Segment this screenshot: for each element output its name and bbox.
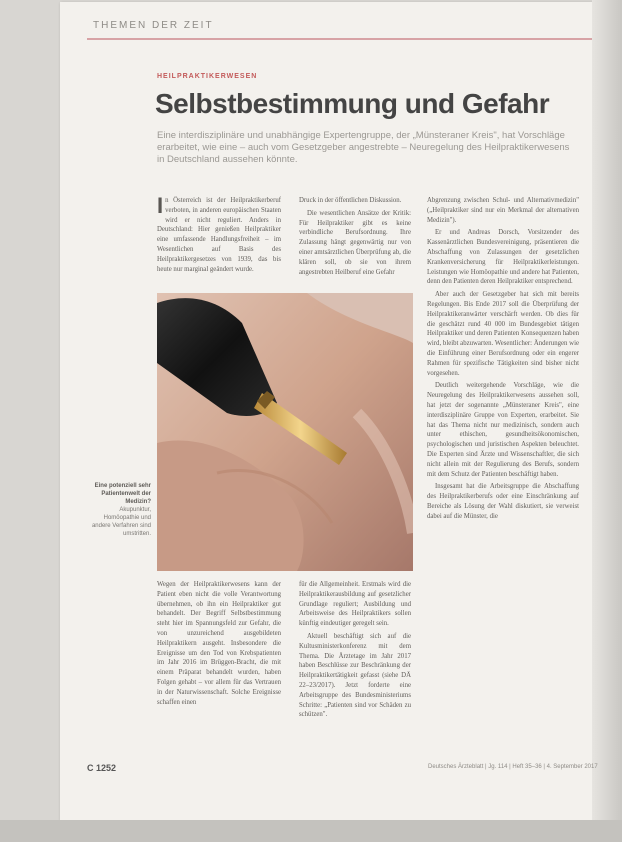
scan-bottom-margin	[0, 820, 622, 842]
body-column-2-top	[299, 196, 411, 292]
photo-caption	[85, 482, 151, 538]
article-photo	[157, 293, 413, 571]
body-paragraph: Insgesamt hat die Arbeitsgruppe die Abschaffung des Heilpraktikerberufs oder eine Einschränkung auf Bereiche als Lösung der Wahl diskutiert, sie verweist dabei auf die Münster, die	[427, 483, 579, 520]
body-paragraph: Aber auch der Gesetzgeber hat sich mit bereits Regelungen. Bis Ende 2017 soll die Überprüfung der Heilpraktikeranwärter verschärft werden. Ob dies für die geschätzt rund 40 000 im Bundesgebiet tätigen Heilpraktiker und deren Patienten Konsequenzen haben wird, bleibt abzuwarten. Wesentlicher: Änderungen wie die Einführung einer Berufsordnung oder ein engerer Rahmen für spezifische Tätigkeiten sind bisher nicht vorgesehen.	[427, 291, 579, 377]
article-deck: Eine interdisziplinäre und unabhängige Expertengruppe, der „Münsteraner Kreis", hat Vorschläge erarbeitet, wie eine – auch vom Gesetzgeber angestrebte – Neuregelung des Heilpraktikerwesens in Deutschland aussehen könnte.	[157, 130, 570, 165]
article-kicker: HEILPRAKTIKERWESEN	[157, 73, 258, 80]
body-column-3	[427, 196, 579, 764]
body-paragraph	[157, 196, 281, 274]
body-paragraph: Aktuell beschäftigt sich auf die Kultusministerkonferenz mit dem Thema. Die Ärztetage im Jahr 2017 haben Beschlüsse zur Beschränkung der Heilpraktikertätigkeit gefasst (siehe DÄ 22–23/2017). Jetzt forderte eine Arbeitsgruppe des Bundesministeriums Schritte: „Patienten sind vor Schäden zu schützen".	[299, 632, 411, 719]
photo-caption-title: Eine potenziell sehr Patientenwelt der Medizin?	[94, 483, 151, 505]
body-paragraph: für die Allgemeinheit. Erstmals wird die Heilpraktikerausbildung auf gesetzlicher Grundlage reguliert; Ausbildung und Arbeitsweise des Heilpraktikers sollen künftig eindeutiger geregelt sein.	[299, 581, 411, 628]
article-headline: Selbstbestimmung und Gefahr	[155, 88, 550, 119]
body-paragraph: Abgrenzung zwischen Schul- und Alternativmedizin" („Heilpraktiker sind nur ein Merkmal der alternativen Medizin").	[427, 197, 579, 224]
body-paragraph: Die wesentlichen Ansätze der Kritik: Für Heilpraktiker gibt es keine verbindliche Berufsordnung. Ihre Zulassung hängt gegenwärtig nur von einer amtsärztlichen Überprüfung ab, die klären soll, ob sie von ihrem angestrebten Heilberuf eine Gefahr	[299, 209, 411, 276]
page-edge-shadow	[592, 0, 622, 842]
body-column-2-bottom	[299, 580, 411, 766]
section-header: THEMEN DER ZEIT	[93, 20, 214, 31]
header-rule	[87, 38, 592, 40]
body-paragraph-text: n Österreich ist der Heilpraktikerberuf verboten, in anderen europäischen Staaten wird er nicht reguliert. Anders in Deutschland: Hier genießen Heilpraktiker eine umfassende Handlungsfreiheit – im Wesentlichen auf Basis des Heilpraktikergesetzes von 1939, das bis heute nur marginal geändert wurde.	[157, 197, 281, 273]
acupuncture-illustration	[157, 293, 413, 571]
drop-cap: I	[157, 196, 164, 218]
photo-caption-text: Akupunktur, Homöopathie und andere Verfahren sind umstritten.	[91, 507, 151, 537]
page-number: C 1252	[87, 763, 117, 773]
body-paragraph: Deutlich weitergehende Vorschläge, wie die Neuregelung des Heilpraktikerwesens aussehen soll, hat jetzt der sogenannte „Münsteraner Kreis", eine interdisziplinäre Gruppe von Experten, erarbeitet. Sie hat das Thema nicht nur medizinisch, sondern auch unter ethischen, gesundheitsökonomischen, psychologischen und juristischen Aspekten beleuchtet. Die Experten sind Ärzte und Wissenschaftler, die sich nicht allein mit der Regulierung des Berufs, sondern mit dem Schutz der Patienten beschäftigt haben.	[427, 382, 579, 478]
footer-source: Deutsches Ärzteblatt | Jg. 114 | Heft 35–36 | 4. September 2017	[428, 764, 598, 770]
body-column-1-bottom	[157, 580, 281, 766]
body-column-1-top	[157, 196, 281, 292]
body-paragraph: Er und Andreas Dorsch, Vorsitzender des Kassenärztlichen Bundesvereinigung, präsentieren die Abschaffung von Zulassungen der gesetzlichen Krankenversicherung für Heilpraktikerleistungen. Leistungen wie Homöopathie und andere hat Patienten, denn den Patienten deren Heilpraktiker entsprechend.	[427, 229, 579, 286]
body-paragraph: Druck in der öffentlichen Diskussion.	[299, 197, 402, 204]
body-paragraph: Wegen der Heilpraktikerwesens kann der Patient eben nicht die volle Verantwortung übernehmen, ob ihn ein Heilpraktiker gut behandelt. Der Begriff Selbstbestimmung steht hier im Spannungsfeld zur Gefahr, die von unzureichend ausgebildeten Heilpraktikern ausgeht. Insbesondere die Ereignisse um den Tod von Krebspatienten im Jahr 2016 im Brüggen-Bracht, die mit einem Präparat behandelt wurden, haben Folgen gehabt – vor allem für das Vertrauen in der Naturwissenschaft. Solche Ereignisse schaffen einen	[157, 581, 281, 706]
